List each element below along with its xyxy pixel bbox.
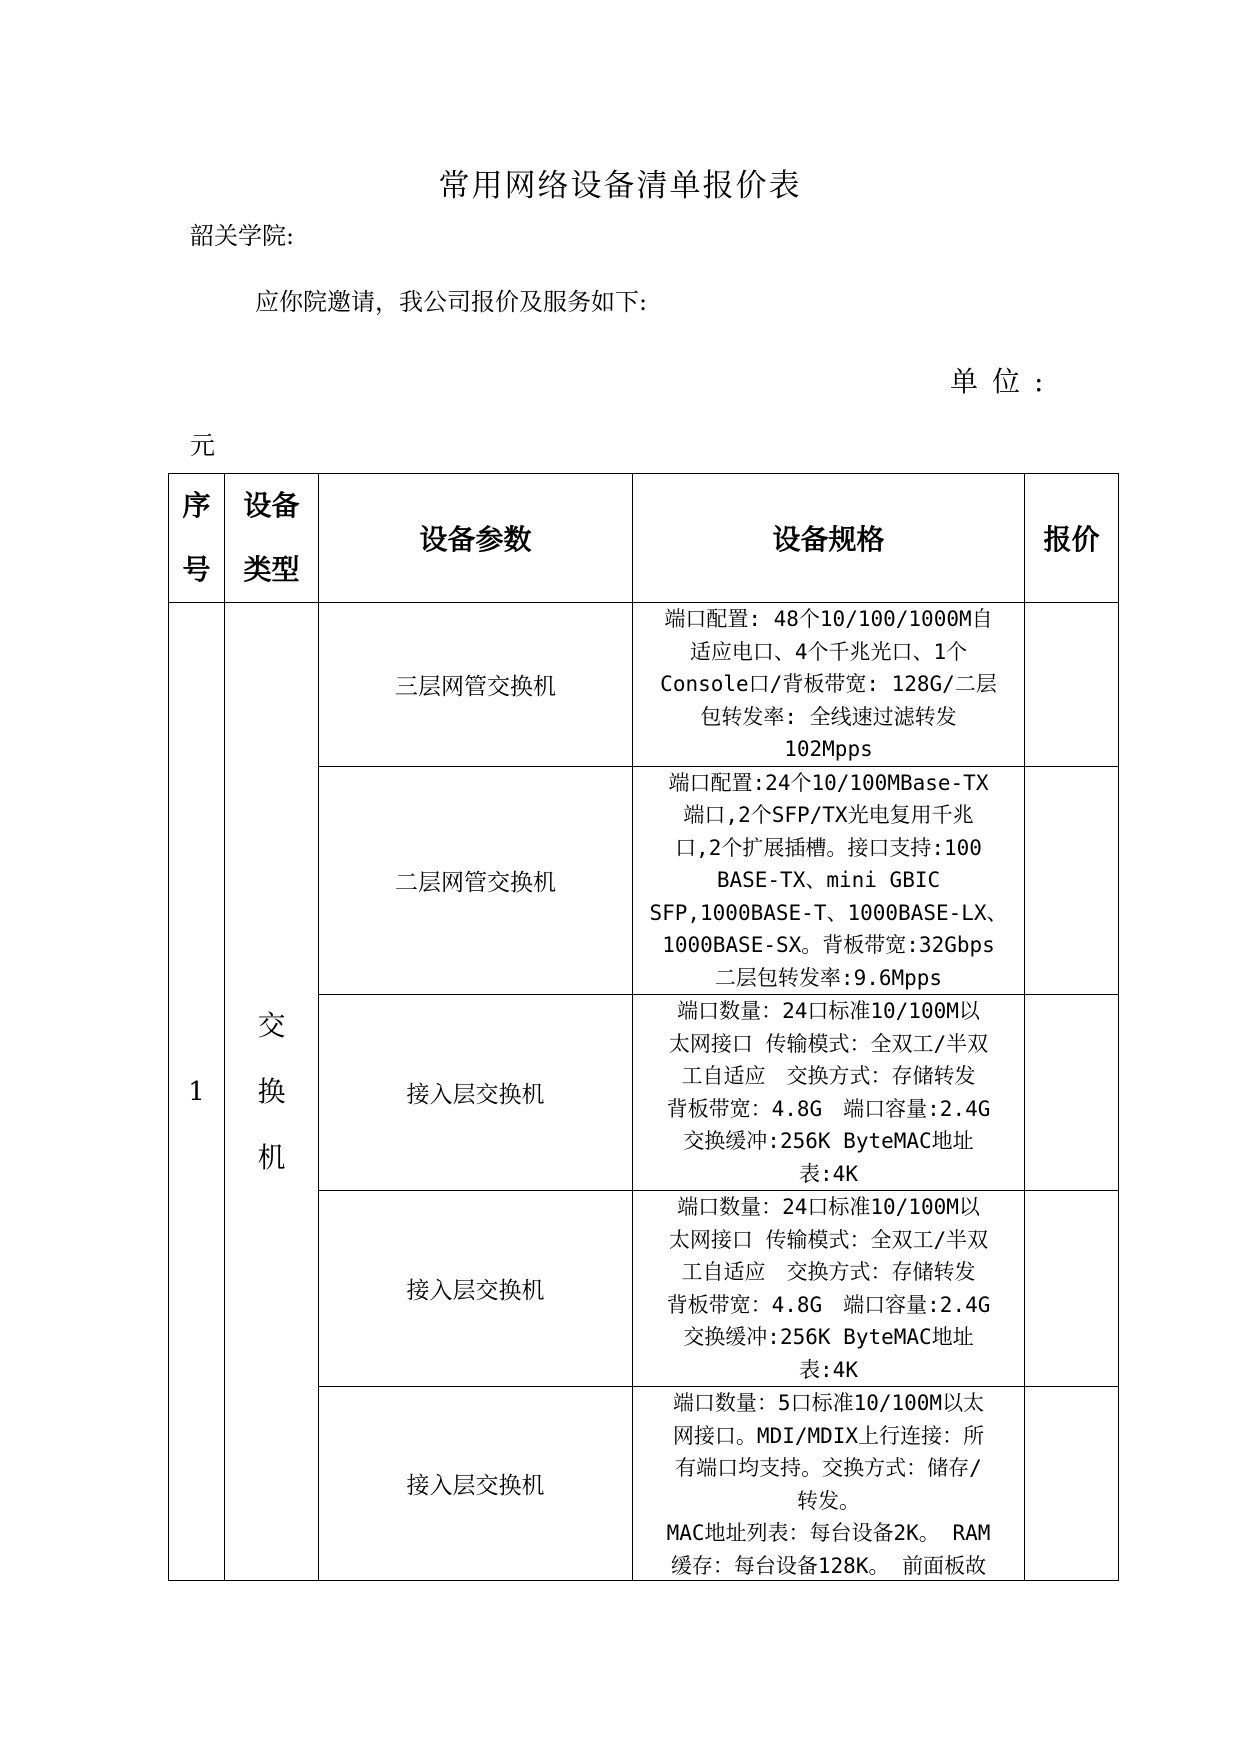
spec-line: 1000BASE-SX。背板带宽:32Gbps xyxy=(662,933,995,957)
spec-line: 工自适应 交换方式：存储转发 xyxy=(681,1260,976,1284)
spec-line: 适应电口、4个千兆光口、1个 xyxy=(689,639,968,664)
spec-line: 缓存：每台设备128K。 前面板故 xyxy=(670,1553,987,1578)
spec-line: 太网接口 传输模式：全双工/半双 xyxy=(668,1227,989,1252)
price-cell xyxy=(1025,766,1119,995)
unit-value: 元 xyxy=(190,431,216,460)
group-type-char: 交 xyxy=(257,1008,286,1042)
spec-clip xyxy=(633,1387,1024,1580)
spec-line: 表:4K xyxy=(799,1161,858,1186)
spec-line: SFP,1000BASE-T、1000BASE-LX、 xyxy=(649,900,1008,925)
spec-line: 转发。 xyxy=(797,1488,860,1513)
spec-line: 背板带宽：4.8G 端口容量:2.4G xyxy=(666,1096,991,1121)
spec-line: BASE-TX、mini GBIC xyxy=(716,868,941,892)
spec-line: 交换缓冲:256K ByteMAC地址 xyxy=(683,1129,974,1153)
spec-line: 太网接口 传输模式：全双工/半双 xyxy=(668,1031,989,1056)
header-no-line1: 序 xyxy=(182,489,211,522)
spec-cell xyxy=(633,1191,1025,1387)
price-cell xyxy=(1025,1387,1119,1581)
spec-line: 端口数量：24口标准10/100M以 xyxy=(677,999,980,1023)
group-type-char: 机 xyxy=(257,1140,286,1174)
spec-cell xyxy=(633,603,1025,767)
price-cell xyxy=(1025,995,1119,1191)
header-no-line2: 号 xyxy=(182,553,211,586)
spec-line: MAC地址列表：每台设备2K。 RAM xyxy=(666,1521,991,1545)
spec-line: 端口配置: 48个10/100/1000M自 xyxy=(664,607,993,631)
spec-line: 102Mpps xyxy=(784,737,873,761)
header-spec: 设备规格 xyxy=(633,474,1025,603)
table-header-row xyxy=(169,474,1119,603)
spec-line: 包转发率: 全线速过滤转发 xyxy=(700,704,957,729)
spec-line: Console口/背板带宽: 128G/二层 xyxy=(660,672,997,696)
spec-cell xyxy=(633,1387,1025,1581)
header-type xyxy=(225,474,319,603)
table-row xyxy=(169,603,1119,767)
header-type-line2: 类型 xyxy=(243,553,300,586)
spec-line: 端口数量：24口标准10/100M以 xyxy=(677,1195,980,1219)
spec-line: 交换缓冲:256K ByteMAC地址 xyxy=(683,1325,974,1349)
param-cell: 三层网管交换机 xyxy=(319,603,633,767)
spec-line: 工自适应 交换方式：存储转发 xyxy=(681,1064,976,1088)
spec-cell xyxy=(633,766,1025,995)
param-cell: 接入层交换机 xyxy=(319,995,633,1191)
spec-line: 端口配置:24个10/100MBase-TX xyxy=(668,770,989,795)
header-price: 报价 xyxy=(1025,474,1119,603)
recipient-line: 韶关学院: xyxy=(190,222,295,250)
group-type-char: 换 xyxy=(257,1074,286,1108)
spec-line: 背板带宽：4.8G 端口容量:2.4G xyxy=(666,1292,991,1317)
intro-paragraph: 应你院邀请，我公司报价及服务如下: xyxy=(255,288,648,316)
price-cell xyxy=(1025,603,1119,767)
unit-label: 单位: xyxy=(950,365,1058,398)
group-type xyxy=(225,603,319,1581)
spec-line: 有端口均支持。交换方式：储存/ xyxy=(675,1456,982,1480)
spec-line: 端口,2个SFP/TX光电复用千兆 xyxy=(683,803,974,827)
header-no xyxy=(169,474,225,603)
param-cell: 二层网管交换机 xyxy=(319,766,633,995)
price-cell xyxy=(1025,1191,1119,1387)
spec-line: 二层包转发率:9.6Mpps xyxy=(714,965,943,990)
spec-cell xyxy=(633,995,1025,1191)
spec-line: 表:4K xyxy=(799,1357,858,1382)
document-title: 常用网络设备清单报价表 xyxy=(438,168,802,204)
spec-line: 网接口。MDI/MDIX上行连接：所 xyxy=(672,1423,985,1448)
spec-line: 端口数量：5口标准10/100M以太 xyxy=(672,1391,985,1415)
param-cell: 接入层交换机 xyxy=(319,1191,633,1387)
header-param: 设备参数 xyxy=(319,474,633,603)
param-cell: 接入层交换机 xyxy=(319,1387,633,1581)
quotation-table xyxy=(168,473,1119,1581)
spec-line: 口,2个扩展插槽。接口支持:100 xyxy=(675,835,982,860)
group-number: 1 xyxy=(169,603,225,1581)
header-type-line1: 设备 xyxy=(243,489,300,522)
